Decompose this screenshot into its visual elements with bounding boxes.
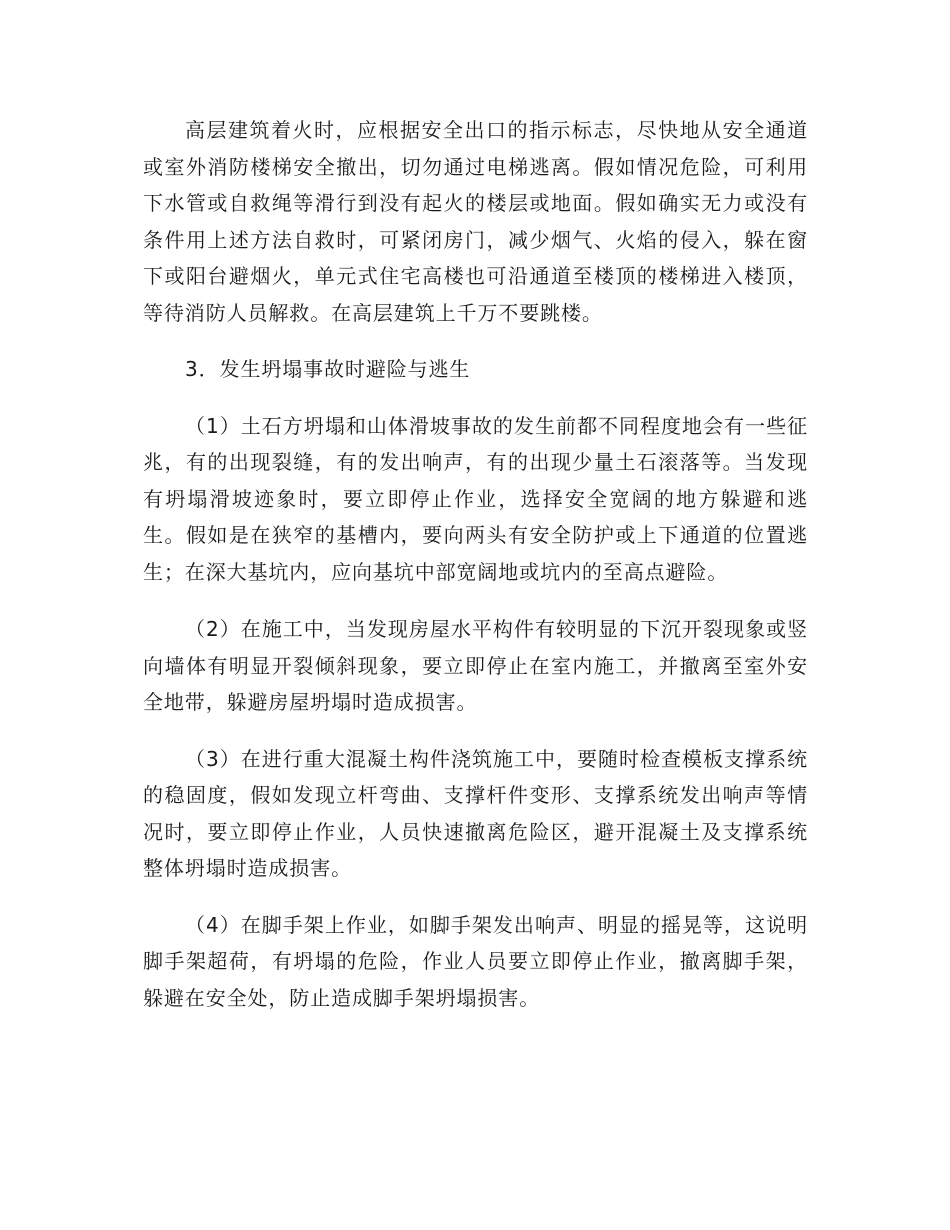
paragraph-earthwork-collapse: （1）土石方坍塌和山体滑坡事故的发生前都不同程度地会有一些征兆，有的出现裂缝，有的发出响声，有的出现少量土石滚落等。当发现有坍塌滑坡迹象时，要立即停止作业，选择安全宽阔的地方躲避和逃生。假如是在狭窄的基槽内，要向两头有安全防护或上下通道的位置逃生；在深大基坑内，应向基坑中部宽阔地或坑内的至高点避险。: [143, 413, 808, 584]
paragraph-concrete-formwork-collapse: （3）在进行重大混凝土构件浇筑施工中，要随时检查模板支撑系统的稳固度，假如发现立杆弯曲、支撑杆件变形、支撑系统发出响声等情况时，要立即停止作业，人员快速撤离危险区，避开混凝土及支撑系统整体坍塌时造成损害。: [143, 746, 808, 880]
paragraph-high-rise-fire-escape: 高层建筑着火时，应根据安全出口的指示标志，尽快地从安全通道或室外消防楼梯安全撤出，切勿通过电梯逃离。假如情况危险，可利用下水管或自救绳等滑行到没有起火的楼层或地面。假如确实无力或没有条件用上述方法自救时，可紧闭房门，减少烟气、火焰的侵入，躲在窗下或阳台避烟火，单元式住宅高楼也可沿通道至楼顶的楼梯进入楼顶，等待消防人员解救。在高层建筑上千万不要跳楼。: [143, 118, 808, 325]
section-heading-collapse-escape: 3．发生坍塌事故时避险与逃生: [185, 357, 471, 381]
paragraph-scaffold-collapse: （4）在脚手架上作业，如脚手架发出响声、明显的摇晃等，这说明脚手架超荷，有坍塌的危险，作业人员要立即停止作业，撤离脚手架，躲避在安全处，防止造成脚手架坍塌损害。: [143, 912, 808, 1010]
paragraph-building-collapse: （2）在施工中，当发现房屋水平构件有较明显的下沉开裂现象或竖向墙体有明显开裂倾斜现象，要立即停止在室内施工，并撤离至室外安全地带，躲避房屋坍塌时造成损害。: [143, 617, 808, 714]
document-page: [143, 112, 808, 1036]
